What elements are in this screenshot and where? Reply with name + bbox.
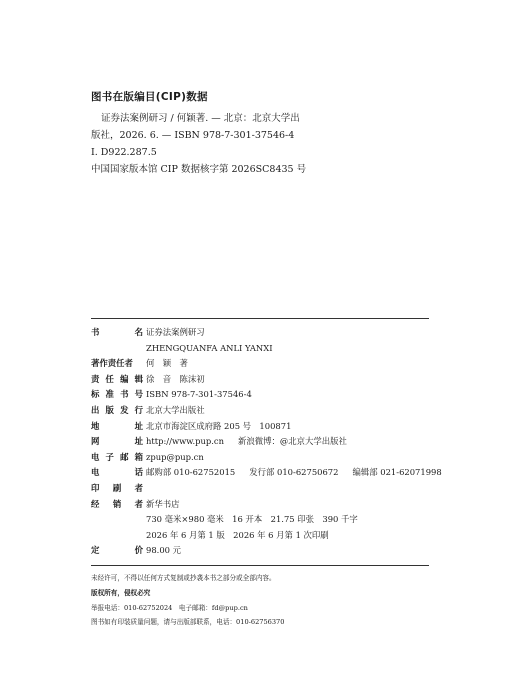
printer-row [91, 481, 451, 497]
footer-line-4: 图书如有印装质量问题，请与出版部联系，电话：010-62756370 [91, 618, 285, 627]
weibo-value: 新浪微博：@北京大学出版社 [238, 436, 347, 447]
phone-row [91, 465, 451, 481]
bottom-rule [91, 565, 429, 566]
publisher-row [91, 403, 451, 419]
footer-line-2: 版权所有，侵权必究 [91, 588, 151, 597]
format-value: 730 毫米×980 毫米 16 开本 21.75 印张 390 千字 [146, 514, 358, 525]
pinyin-row [91, 341, 451, 357]
book-name-label: 书 名 [91, 327, 143, 337]
email-label: 电 子 邮 箱 [91, 451, 143, 462]
edition-value: 2026 年 6 月第 1 版 2026 年 6 月第 1 次印刷 [146, 529, 329, 540]
website-label: 网 址 [91, 436, 143, 447]
phone-label: 电 话 [91, 467, 143, 478]
website-row [91, 434, 451, 450]
edition-row [91, 528, 451, 544]
email-value[interactable]: zpup@pup.cn [146, 451, 204, 462]
printer-value [143, 481, 146, 497]
distributor-label: 经 销 者 [91, 498, 143, 509]
price-value: 98.00 元 [146, 545, 182, 556]
cip-title: 图书在版编目(CIP)数据 [91, 91, 208, 103]
format-row [91, 512, 451, 528]
phone-editorial: 编辑部 021-62071998 [352, 467, 442, 478]
publication-info [91, 325, 451, 559]
isbn-row [91, 387, 451, 403]
footer-line-1: 未经许可，不得以任何方式复制或抄袭本书之部分或全部内容。 [91, 574, 276, 582]
cip-line-4: 中国国家版本馆 CIP 数据核字第 2026SC8435 号 [91, 164, 307, 175]
book-name-row [91, 325, 451, 341]
website-value[interactable]: http://www.pup.cn [146, 436, 224, 447]
editor-label: 责 任 编 辑 [91, 373, 143, 384]
printer-label: 印 刷 者 [91, 482, 143, 493]
cip-line-1: 证券法案例研习 / 何颖著. — 北京：北京大学出 [101, 113, 300, 124]
cip-record [91, 110, 436, 178]
isbn-value: ISBN 978-7-301-37546-4 [146, 389, 252, 400]
cip-line-3: Ⅰ. D922.287.5 [91, 147, 157, 158]
distributor-value: 新华书店 [146, 498, 180, 509]
publisher-label: 出 版 发 行 [91, 404, 143, 415]
phone-sales: 邮购部 010-62752015 [146, 467, 236, 478]
author-label: 著作责任者 [91, 358, 133, 369]
price-label: 定 价 [91, 545, 143, 556]
book-pinyin: ZHENGQUANFA ANLI YANXI [146, 342, 273, 353]
editor-row [91, 372, 451, 388]
email-row [91, 450, 451, 466]
address-value: 北京市海淀区成府路 205 号 100871 [146, 420, 292, 431]
isbn-label: 标 准 书 号 [91, 389, 143, 400]
author-row [91, 356, 451, 372]
publisher-value: 北京大学出版社 [146, 404, 205, 415]
copyright-footer [91, 571, 441, 630]
address-label: 地 址 [91, 420, 143, 431]
cip-line-2: 版社，2026. 6. — ISBN 978-7-301-37546-4 [91, 130, 295, 141]
footer-line-3: 举报电话：010-62752024 电子邮箱：fd@pup.cn [91, 603, 248, 612]
address-row [91, 419, 451, 435]
book-name-value: 证券法案例研习 [146, 327, 205, 337]
price-row [91, 543, 451, 559]
distributor-row [91, 497, 451, 513]
phone-distribution: 发行部 010-62750672 [249, 467, 339, 478]
author-value: 何 颖 著 [146, 358, 188, 369]
editor-value: 徐 音 陈沫初 [146, 373, 205, 384]
top-rule [91, 318, 429, 319]
